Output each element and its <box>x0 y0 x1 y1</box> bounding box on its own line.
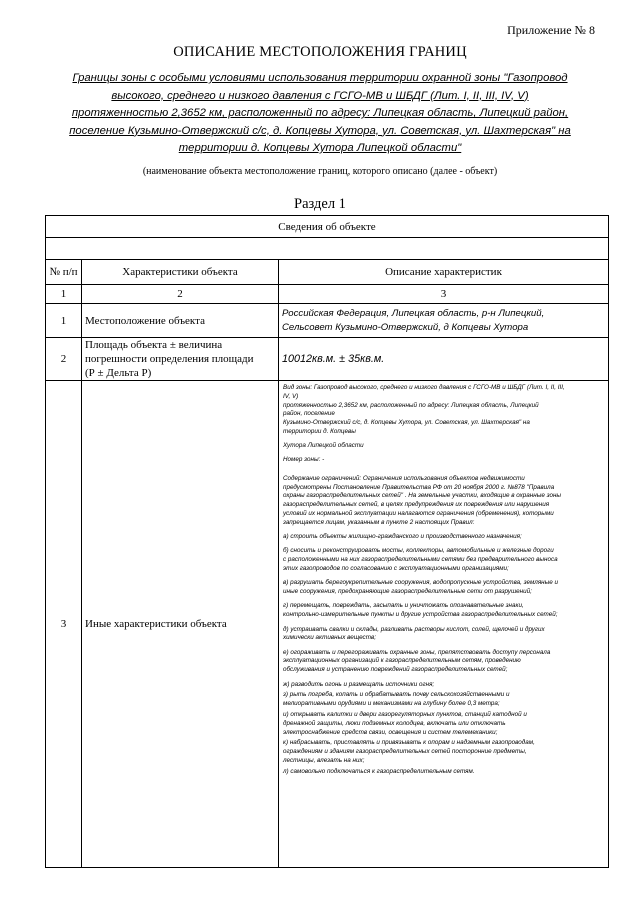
col-header-description: Описание характеристик <box>279 260 609 285</box>
restriction-line: лестницы, влезать на них; <box>283 756 365 764</box>
detail-line: газораспределительных сетей, в целях предупреждения их повреждения или нарушения <box>283 501 550 509</box>
col-number-2: 2 <box>82 285 279 304</box>
restrictions-block <box>283 475 604 528</box>
restriction-item <box>283 768 604 777</box>
restriction-item <box>283 579 604 597</box>
restriction-item <box>283 649 604 675</box>
name-line: (Р ± Дельта Р) <box>85 367 152 379</box>
zone-title-line: высокого, среднего и низкого давления с ГСГО-МВ и ШБДГ (Лит. I, II, III, IV, V) <box>111 89 529 102</box>
restriction-line: з) рыть погреба, копать и обрабатывать почву сельскохозяйственными и <box>283 691 510 699</box>
restriction-item <box>283 533 604 542</box>
restriction-line: химически активных веществ; <box>283 634 376 642</box>
restriction-line: е) огораживать и перегораживать охранные зоны, препятствовать доступу персонала <box>283 648 551 656</box>
detail-line: Кузьмино-Отвержский с/с, д. Копцевы Хутора, ул. Советская, ул. Шахтерская" на <box>283 419 530 427</box>
detail-line: предусмотрены Постановление Правительства РФ от 20 ноября 2000 г. №878 "Правила <box>283 483 555 491</box>
zone-title-line: поселение Кузьмино-Отвержский с/с, д. Копцевы Хутора, ул. Советская, ул. Шахтерская" на <box>69 124 571 137</box>
zone-type-block <box>283 384 604 451</box>
row-number: 2 <box>46 338 82 381</box>
zone-title-line: протяженностью 2,3652 км, расположенный по адресу: Липецкая область, Липецкий район, <box>71 107 569 119</box>
restriction-line: к) набрасывать, приставлять и привязывать к опорам и надземным газопроводам, <box>283 739 535 747</box>
detail-line: IV, V) <box>283 392 299 400</box>
restriction-items <box>283 533 604 776</box>
restriction-item <box>283 691 604 709</box>
restriction-line: эксплуатационных организаций к газораспределительным сетям, проведению <box>283 657 521 665</box>
restriction-item <box>283 626 604 644</box>
restriction-line: ж) разводить огонь и размещать источники огня; <box>283 680 435 688</box>
detail-line: условий их нормальной эксплуатации налагаются ограничения (обременения), которыми <box>283 510 554 518</box>
detail-line: район, поселение <box>283 410 335 418</box>
restriction-line: обслуживания и устранению повреждений газораспределительных сетей; <box>283 666 508 674</box>
detail-line: охраны газораспределительных сетей" . На земельные участки, входящие в охранные зоны <box>283 492 562 500</box>
row-name: Иные характеристики объекта <box>82 381 279 868</box>
section-title: Раздел 1 <box>294 196 346 212</box>
row-value <box>279 304 609 338</box>
restriction-line: с расположенными на них газораспределительными сетями без предварительного выноса <box>283 556 558 564</box>
value-line: Сельсовет Кузьмино-Отвержский, д Копцевы Хутора <box>282 321 529 333</box>
restriction-line: контрольно-измерительные пункты и другие устройства газораспределительных сетей; <box>283 611 558 619</box>
restriction-line: в) разрушать берегоукрепительные сооружения, водопропускные устройства, земляные и <box>283 579 559 587</box>
table-row <box>46 304 609 338</box>
restriction-item <box>283 711 604 737</box>
appendix-number: Приложение № 8 <box>507 23 595 37</box>
zone-number: Номер зоны: - <box>283 456 325 464</box>
empty-row <box>46 238 609 260</box>
restriction-line: г) перемещать, повреждать, засыпать и уничтожать опознавательные знаки, <box>283 602 524 610</box>
restriction-item <box>283 739 604 765</box>
restriction-line: л) самовольно подключаться к газораспределительным сетям. <box>283 767 475 775</box>
zone-title <box>50 70 590 158</box>
detail-line: Хутора Липецкой области <box>283 441 364 449</box>
restriction-line: д) устраивать свалки и склады, разливать растворы кислот, солей, щелочей и других <box>283 625 545 633</box>
table-row <box>46 381 609 868</box>
col-number-1: 1 <box>46 285 82 304</box>
table-header: Сведения об объекте <box>46 216 609 238</box>
name-line: погрешности определения площади <box>85 353 254 365</box>
document-title: ОПИСАНИЕ МЕСТОПОЛОЖЕНИЯ ГРАНИЦ <box>173 44 467 60</box>
zone-caption: (наименование объекта местоположение границ, которого описано (далее - объект) <box>142 166 498 177</box>
restriction-line: б) сносить и реконструировать мосты, коллекторы, автомобильные и железные дороги <box>283 547 554 555</box>
restriction-line: мелиоративными орудиями и механизмами на глубину более 0,3 метра; <box>283 700 500 708</box>
detail-line: территории д. Копцевы <box>283 427 356 435</box>
row-number: 1 <box>46 304 82 338</box>
row-name: Местоположение объекта <box>82 304 279 338</box>
col-number-3: 3 <box>279 285 609 304</box>
col-header-number: № п/п <box>46 260 82 285</box>
restriction-line: дренажной защиты, люки подземных колодцев, включать или отключать <box>283 719 506 727</box>
row-name <box>82 338 279 381</box>
detail-line: запрещается лицам, указанным в пункте 2 настоящих Правил: <box>283 518 475 526</box>
detail-line: Содержание ограничений: Ограничения использования объектов недвижимости <box>283 474 525 482</box>
detail-line: протяженностью 2,3652 км, расположенный по адресу: Липецкая область, Липецкий <box>283 401 539 409</box>
row-number: 3 <box>46 381 82 868</box>
restriction-line: этих газопроводов по согласованию с эксплуатационными организациями; <box>283 565 509 573</box>
restriction-item <box>283 681 604 690</box>
zone-title-line: территории д. Копцевы Хутора Липецкой области" <box>178 142 462 154</box>
row-value: 10012кв.м. ± 35кв.м. <box>279 338 609 381</box>
zone-title-line: Границы зоны с особыми условиями использования территории охранной зоны "Газопровод <box>72 72 568 84</box>
value-line: Российская Федерация, Липецкая область, р-н Липецкий, <box>282 307 545 319</box>
col-header-characteristic: Характеристики объекта <box>82 260 279 285</box>
restriction-line: и) открывать калитки и двери газорегуляторных пунктов, станций катодной и <box>283 710 527 718</box>
restriction-item <box>283 602 604 620</box>
restriction-line: электроснабжение средств связи, освещения и систем телемеханики; <box>283 728 498 736</box>
detail-line: Вид зоны: Газопровод высокого, среднего и низкого давления с ГСГО-МВ и ШБДГ (Лит. I, II, III, <box>283 384 565 391</box>
row-value-details <box>279 381 609 868</box>
restriction-line: а) строить объекты жилищно-гражданского и производственного назначения; <box>283 533 522 541</box>
object-info-table <box>45 215 609 868</box>
restriction-item <box>283 547 604 573</box>
name-line: Площадь объекта ± величина <box>85 339 223 351</box>
restriction-line: ограждениям и зданиям газораспределительных сетей посторонние предметы, <box>283 748 527 756</box>
restriction-line: иные сооружения, предохраняющие газораспределительные сети от разрушений; <box>283 588 532 596</box>
table-row <box>46 338 609 381</box>
